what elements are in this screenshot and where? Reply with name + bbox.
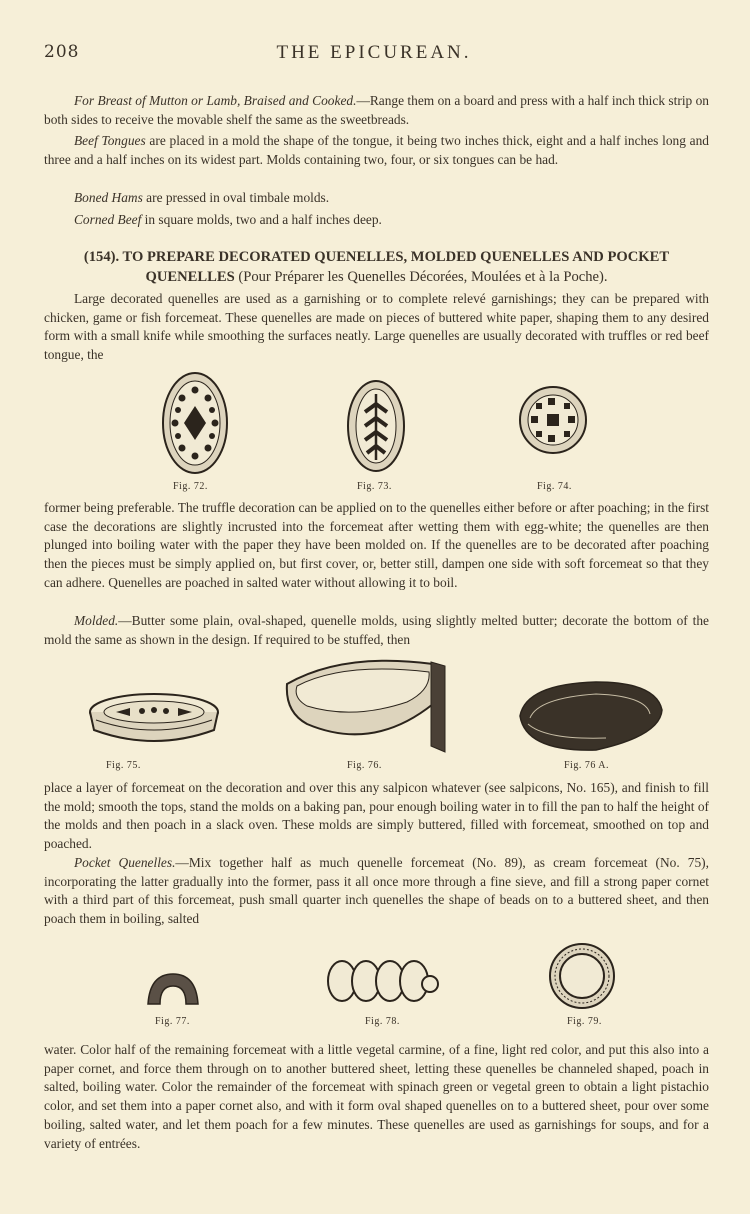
paragraph-poach-molds: place a layer of forcemeat on the decoration and over this any salpicon whatever (see salpicons, No. 165), and finish to fill the mold; smooth the tops, stand the molds on a baking pan, pour enough boiling water in to fill the pan to half the height of the molds and then poach in a slack oven. These molds are simply buttered, filled with forcemeat, smoothed on top and poached. [44, 780, 709, 852]
caption-fig-79: Fig. 79. [567, 1016, 602, 1027]
running-title: THE EPICUREAN. [276, 42, 472, 63]
paragraph-colored-quenelles: water. Color half of the remaining forcemeat with a little vegetal carmine, of a fine, light red color, and put this also into a paper cornet, and force them through on to another buttered sheet, letting these quenelles be channeled shaped, poach in salted, boiling water. Color the remainder of the forcemeat with spinach green or vegetal green to obtain a light pistachio color, and set them into a paper cornet also, and with it form oval shaped quenelles on to a buttered sheet, pour over some boiling, salted water, and let them poach for a few minutes. These quenelles are used as garnishings for soups, and for a variety of entrées. [44, 1042, 709, 1151]
section-heading-text: (154). TO PREPARE DECORATED QUENELLES, MOLDED QUENELLES AND POCKET QUENELLES [83, 249, 670, 285]
page-header [44, 42, 704, 72]
caption-fig-78: Fig. 78. [365, 1016, 400, 1027]
figure-76a [516, 676, 666, 756]
molded-label: Molded. [74, 613, 119, 628]
paragraph-molded [44, 612, 709, 649]
caption-fig-74: Fig. 74. [537, 481, 572, 492]
caption-fig-76: Fig. 76. [347, 760, 382, 771]
caption-fig-73: Fig. 73. [357, 481, 392, 492]
paragraph-pocket-quenelles [44, 854, 709, 929]
corned-label: Corned Beef [74, 212, 142, 227]
figure-76 [283, 656, 449, 756]
mutton-label: For Breast of Mutton or Lamb, Braised and Cooked. [74, 93, 357, 108]
paragraph-mutton [44, 92, 709, 129]
hams-label: Boned Hams [74, 190, 143, 205]
figure-74 [518, 385, 588, 455]
pocket-text: —Mix together half as much quenelle forcemeat (No. 89), as cream forcemeat (No. 75), incorporating the latter gradually into the former, pass it all once more through a fine sieve, and fill a strong paper cornet with a third part of this forcemeat, push small quarter inch quenelles the shape of beads on to a buttered sheet, and then poach them in boiling, salted [44, 855, 709, 927]
paragraph-truffle-decoration: former being preferable. The truffle decoration can be applied on to the quenelles either before or after poaching; in the first case the decorations are slightly incrusted into the forcemeat after wetting them with egg-white; the quenelles are then plunged into boiling water with the paper they have been molded on. If the quenelles are to be decorated after poaching then the pieces must be simply applied on, but first cover, or, better still, dampen one side with soft forcemeat so that they can adhere. Quenelles are poached in salted water without allowing it to boil. [44, 500, 709, 590]
section-heading [44, 248, 709, 287]
figure-73 [345, 378, 407, 474]
page-number: 208 [44, 42, 80, 62]
tongues-text: are placed in a mold the shape of the tongue, it being two inches thick, eight and a half inches long and three and a half inches on its widest part. Molds containing two, four, or six tongues can be had. [44, 133, 709, 167]
paragraph-tongues [44, 132, 709, 169]
figure-78 [326, 956, 440, 1006]
hams-text: are pressed in oval timbale molds. [142, 190, 330, 205]
mutton-text: —Range them on a board and press with a half inch thick strip on both sides to receive the movable shelf the same as the sweetbreads. [44, 93, 709, 127]
tongues-label: Beef Tongues [74, 133, 146, 148]
section-subtitle: (Pour Préparer les Quenelles Décorées, Moulées et à la Poche). [234, 268, 608, 285]
molded-text: —Butter some plain, oval-shaped, quenelle molds, using slightly melted butter; decorate the bottom of the mold the same as shown in the design. If required to be stuffed, then [44, 613, 709, 647]
caption-fig-77: Fig. 77. [155, 1016, 190, 1027]
paragraph-hams [44, 189, 709, 208]
figure-75 [86, 690, 222, 750]
corned-text: in square molds, two and a half inches deep. [141, 212, 382, 227]
caption-fig-72: Fig. 72. [173, 481, 208, 492]
caption-fig-76a: Fig. 76 A. [564, 760, 610, 771]
paragraph-corned-beef [44, 211, 709, 230]
paragraph-large-quenelles: Large decorated quenelles are used as a garnishing or to complete relevé garnishings; they can be prepared with chicken, game or fish forcemeat. These quenelles are made on pieces of buttered white paper, shaping them to any desired form with a small knife while smoothing the surfaces neatly. Large quenelles are usually decorated with truffles or red beef tongue, the [44, 291, 709, 363]
figure-77 [146, 970, 200, 1006]
figure-72 [160, 370, 230, 476]
caption-fig-75: Fig. 75. [106, 760, 141, 771]
pocket-label: Pocket Quenelles. [74, 855, 176, 870]
figure-79 [547, 942, 617, 1010]
